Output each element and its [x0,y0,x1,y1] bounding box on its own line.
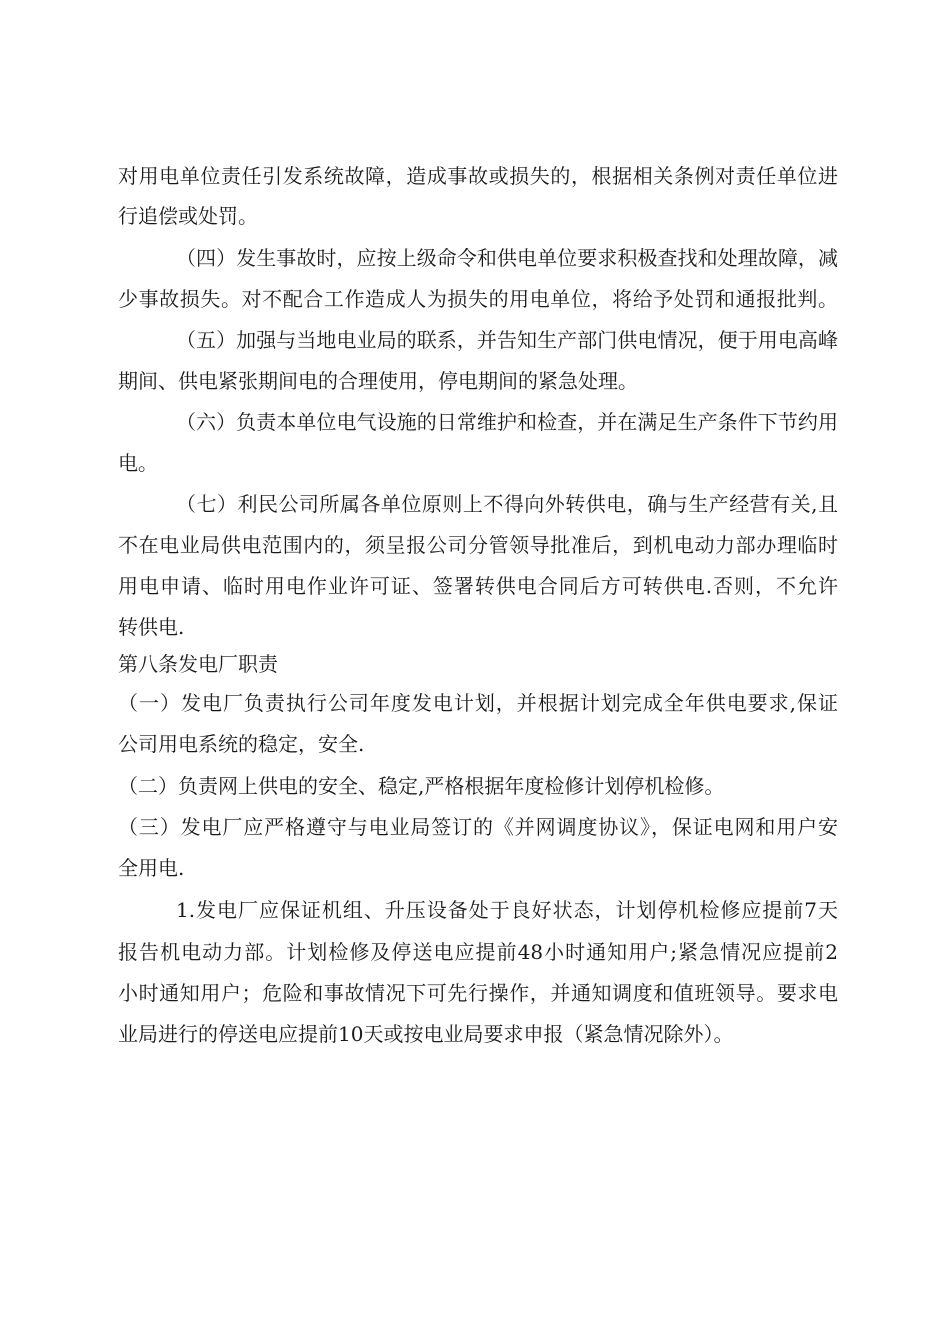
paragraph-line: 转供电. [118,615,185,639]
paragraph-line: 1.发电厂应保证机组、升压设备处于良好状态，计划停机检修应提前7天 [176,898,838,922]
paragraph-line: 用电申请、临时用电作业许可证、签署转供电合同后方可转供电.否则，不允许 [118,574,838,598]
paragraph-line: 行追偿或处罚。 [118,204,258,228]
paragraph-line: （一）发电厂负责执行公司年度发电计划，并根据计划完成全年供电要求,保证 [118,691,838,715]
section-heading: 第八条发电厂职责 [118,652,278,676]
paragraph-line: 报告机电动力部。计划检修及停送电应提前48小时通知用户;紧急情况应提前2 [118,940,838,964]
paragraph-line: （七）利民公司所属各单位原则上不得向外转供电，确与生产经营有关,且 [176,492,838,516]
paragraph-line: 公司用电系统的稳定，安全. [118,732,365,756]
paragraph-line: （二）负责网上供电的安全、稳定,严格根据年度检修计划停机检修。 [118,774,725,798]
paragraph-line: 不在电业局供电范围内的，须呈报公司分管领导批准后，到机电动力部办理临时 [118,533,838,557]
paragraph-line: 全用电. [118,856,185,880]
paragraph-line: 期间、供电紧张期间电的合理使用，停电期间的紧急处理。 [118,369,638,393]
paragraph-line: 电。 [118,451,158,475]
paragraph-line: 小时通知用户；危险和事故情况下可先行操作，并通知调度和值班领导。要求电 [118,981,838,1005]
paragraph-line: 对用电单位责任引发系统故障，造成事故或损失的，根据相关条例对责任单位进 [118,164,838,188]
paragraph-line: （四）发生事故时，应按上级命令和供电单位要求积极查找和处理故障，减 [176,246,838,270]
paragraph-line: 少事故损失。对不配合工作造成人为损失的用电单位，将给予处罚和通报批判。 [118,287,838,311]
paragraph-line: （三）发电厂应严格遵守与电业局签订的《并网调度协议》，保证电网和用户安 [118,815,838,839]
paragraph-line: 业局进行的停送电应提前10天或按电业局要求申报（紧急情况除外）。 [118,1022,734,1046]
paragraph-line: （五）加强与当地电业局的联系，并告知生产部门供电情况，便于用电高峰 [176,328,838,352]
paragraph-line: （六）负责本单位电气设施的日常维护和检查，并在满足生产条件下节约用 [176,410,838,434]
